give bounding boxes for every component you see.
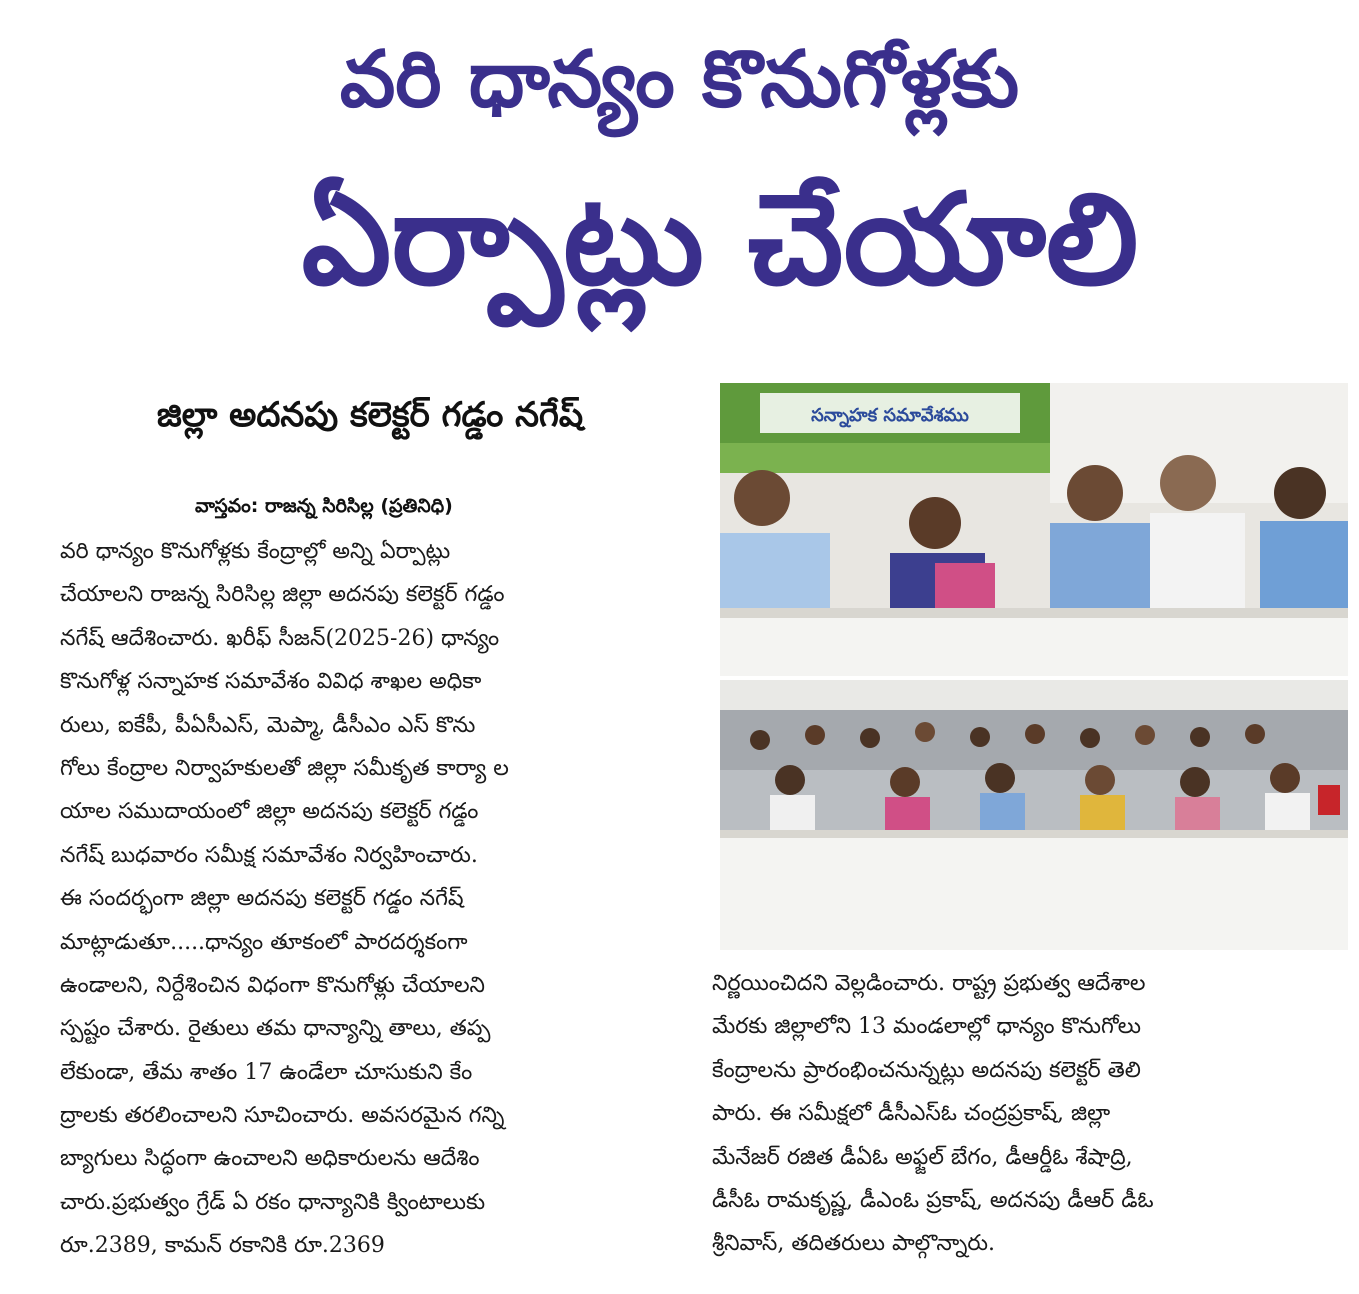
body-line: మేరకు జిల్లాలోని 13 మండలాల్లో ధాన్యం కొనుగోలు (712, 1014, 1141, 1040)
body-line: డీసీఓ రామకృష్ణ, డీఎంఓ ప్రకాష్, అదనపు డీఆర్ డీఓ (712, 1187, 1154, 1213)
body-line: మాట్లాడుతూ.....ధాన్యం తూకంలో పారదర్శకంగా (60, 929, 468, 955)
body-line: ద్రాలకు తరలించాలని సూచించారు. అవసరమైన గన్ని (60, 1103, 505, 1129)
headline-line-1: వరి ధాన్యం కొనుగోళ్లకు (339, 35, 1020, 125)
body-line: యాల సముదాయంలో జిల్లా అదనపు కలెక్టర్ గడ్డం (60, 799, 479, 825)
body-line: మేనేజర్ రజిత డీఏఓ అఫ్జల్ బేగం, డీఆర్డీఓ శేషాద్రి, (712, 1144, 1133, 1170)
body-line: గోలు కేంద్రాల నిర్వాహకులతో జిల్లా సమీకృత కార్యా ల (60, 755, 509, 781)
article-body-left (60, 530, 685, 1268)
subheadline: జిల్లా అదనపు కలెక్టర్ గడ్డం నగేష్ (156, 395, 584, 435)
body-line: లేకుండా, తేమ శాతం 17 ఉండేలా చూసుకుని కేం (60, 1059, 473, 1085)
body-line: ఈ సందర్భంగా జిల్లా అదనపు కలెక్టర్ గడ్డం నగేష్ (60, 886, 464, 912)
body-line: నగేష్ బుధవారం సమీక్ష సమావేశం నిర్వహించారు. (60, 842, 478, 868)
body-line: నిర్ణయించిదని వెల్లడించారు. రాష్ట్ర ప్రభుత్వ ఆదేశాల (712, 971, 1146, 996)
body-line: ఉండాలని, నిర్దేశించిన విధంగా కొనుగోళ్లు చేయాలని (60, 972, 485, 998)
photo-dais-officials (720, 383, 1348, 676)
article-body-right (712, 962, 1332, 1266)
body-line: పారు. ఈ సమీక్షలో డీసీఎస్ఓ చంద్రప్రకాష్, జిల్లా (712, 1101, 1111, 1127)
body-line: చారు.ప్రభుత్వం గ్రేడ్ ఏ రకం ధాన్యానికి క్వింటాలుకు (60, 1189, 486, 1215)
body-line: చేయాలని రాజన్న సిరిసిల్ల జిల్లా అదనపు కలెక్టర్ గడ్డం (60, 582, 505, 608)
body-line: శ్రీనివాస్, తదితరులు పాల్గొన్నారు. (712, 1231, 995, 1257)
photo-meeting-audience (720, 680, 1348, 950)
body-line: వరి ధాన్యం కొనుగోళ్లకు కేంద్రాల్లో అన్ని ఏర్పాట్లు (60, 539, 451, 564)
body-line: నగేష్ ఆదేశించారు. ఖరీఫ్ సీజన్(2025-26) ధాన్యం (60, 625, 500, 651)
body-line: రులు, ఐకేపీ, పీఏసీఎస్, మెప్మా, డీసీఎం ఎస్ కొను (60, 712, 476, 738)
dateline: వాస్తవం: రాజన్న సిరిసిల్ల (ప్రతినిధి) (195, 495, 453, 517)
body-line: కొనుగోళ్ల సన్నాహక సమావేశం వివిధ శాఖల అధికా (60, 669, 482, 695)
body-line: స్పష్టం చేశారు. రైతులు తమ ధాన్యాన్ని తాలు, తప్ప (60, 1016, 491, 1042)
headline-line-2: ఏర్పాట్లు చేయాలి (301, 166, 1139, 313)
photo-banner-text: సన్నాహక సమావేశము (811, 405, 969, 426)
body-line: రూ.2389, కామన్ రకానికి రూ.2369 (60, 1233, 385, 1259)
body-line: బ్యాగులు సిద్ధంగా ఉంచాలని అధికారులను ఆదేశిం (60, 1146, 480, 1172)
body-line: కేంద్రాలను ప్రారంభించనున్నట్లు అదనపు కలెక్టర్ తెలి (712, 1057, 1141, 1083)
